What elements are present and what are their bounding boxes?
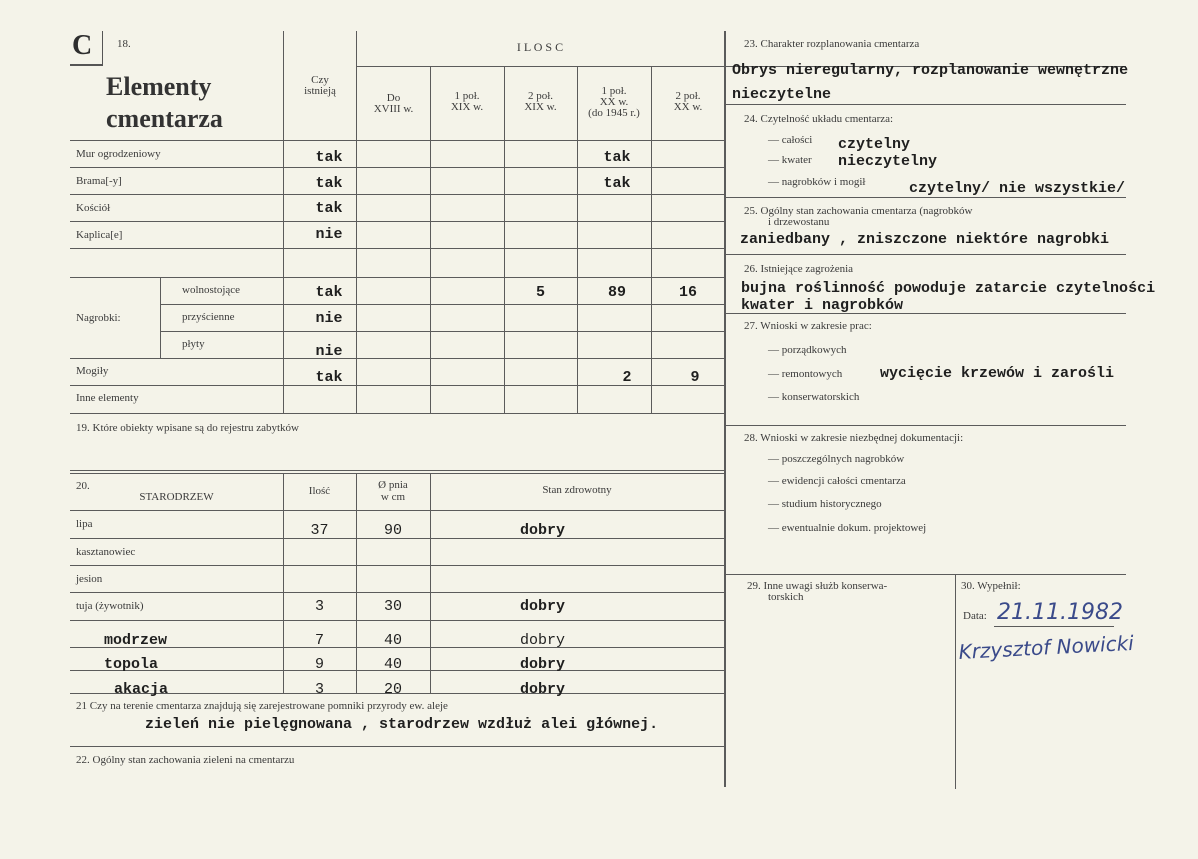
tree-count-lipa: 37 [310,522,329,539]
period4-wolnostojace: 89 [607,284,626,301]
period-1-b: XVIII w. [373,103,414,115]
tree-size-lipa: 90 [383,522,402,539]
q29-label-2: torskich [768,591,804,603]
q30-signature: Krzysztof Nowicki [958,630,1135,664]
section-title-line2: cmentarza [106,104,223,133]
section-title-line1: Elementy [106,72,212,101]
q20-header-pnia: Ø pnia [378,479,408,491]
q21-label: 21 Czy na terenie cmentarza znajdują się zarejestrowane pomniki przyrody ew. aleje [76,700,448,712]
tree-size-tuja: 30 [383,598,402,615]
q27-konserwatorskich: — konserwatorskich [768,391,860,403]
element-label-plyty: płyty [182,338,205,350]
q22-label: 22. Ogólny stan zachowania zieleni na cmentarzu [76,754,295,766]
element-label-brama: Brama[-y] [76,175,122,187]
tree-count-tuja: 3 [314,598,324,615]
exists-mur: tak [315,149,343,166]
q24-kwater-value: nieczytelny [838,153,938,170]
period-1-a: Do [386,92,401,104]
tree-name-lipa: lipa [76,518,93,530]
q20-number: 20. [76,480,90,492]
period5-wolnostojace: 16 [678,284,697,301]
q29-label-1: 29. Inne uwagi służb konserwa- [747,580,888,592]
q28-item-1: — poszczególnych nagrobków [768,453,905,465]
q19-label: 19. Które obiekty wpisane są do rejestru zabytków [76,422,299,434]
tree-count-modrzew: 7 [314,632,324,649]
q25-answer: zaniedbany , zniszczone niektóre nagrobki [740,231,1110,248]
period-3-b: XIX w. [524,101,557,113]
q23-line1: Obrys nieregularny, rozplanowanie wewnętrzne [732,62,1129,79]
element-label-mogily: Mogiły [76,365,109,377]
period4-mogily: 2 [622,369,632,386]
nagrobki-label: Nagrobki: [76,312,121,324]
tree-name-akacja: akacja [114,681,169,698]
element-label-inne: Inne elementy [76,392,139,404]
q28-item-3: — studium historycznego [768,498,882,510]
tree-size-modrzew: 40 [383,632,402,649]
tree-name-topola: topola [104,656,159,673]
q20-header-ilosc: Ilość [308,485,331,497]
q28-item-2: — ewidencji całości cmentarza [768,475,906,487]
element-label-przyscienne: przyścienne [182,311,235,323]
tree-name-modrzew: modrzew [104,632,168,649]
section-number: 18. [117,38,131,50]
header-czy: Czy [311,74,329,86]
exists-brama: tak [315,175,343,192]
period-4-b: XX w. [599,96,629,108]
q28-label: 28. Wnioski w zakresie niezbędnej dokumentacji: [744,432,964,444]
element-label-wolnostojace: wolnostojące [182,284,241,296]
tree-state-topola: dobry [520,656,566,673]
q21-answer: zieleń nie pielęgnowana , starodrzew wzdłuż alei głównej. [145,716,659,733]
q24-label: 24. Czytelność układu cmentarza: [744,113,894,125]
q25-label-2: i drzewostanu [768,216,830,228]
exists-plyty: nie [315,343,343,360]
tree-state-modrzew: dobry [520,632,566,649]
header-ilosc: I L O S C [516,40,564,54]
tree-name-tuja: tuja (żywotnik) [76,600,144,612]
period-2-a: 1 poł. [454,90,480,102]
tree-state-akacja: dobry [520,681,566,698]
tree-count-akacja: 3 [314,681,324,698]
period-2-b: XIX w. [450,101,484,113]
tree-size-akacja: 20 [383,681,402,698]
tree-state-lipa: dobry [520,522,566,539]
tree-size-topola: 40 [383,656,402,673]
section-letter: C [72,30,93,61]
period4-brama: tak [603,175,631,192]
exists-przyscienne: nie [315,310,343,327]
tree-name-jesion: jesion [76,573,103,585]
period3-wolnostojace: 5 [535,284,545,301]
element-label-kosciol: Kościół [76,202,111,214]
exists-kaplica: nie [315,226,343,243]
exists-wolnostojace: tak [315,284,343,301]
q23-line2: nieczytelne [732,86,832,103]
period4-mur: tak [603,149,631,166]
q27-porzadkowych: — porządkowych [768,344,847,356]
period-5-a: 2 poł. [675,90,701,102]
q30-label: 30. Wypełnił: [961,580,1021,592]
element-label-mur: Mur ogrodzeniowy [76,148,161,160]
q30-date-label: Data: [963,610,987,622]
q27-remontowych-label: — remontowych [768,368,843,380]
element-label-kaplica: Kaplica[e] [76,229,123,241]
period5-mogily: 9 [690,369,700,386]
q24-calosci-value: czytelny [838,136,911,153]
q20-header-starodrzew: STARODRZEW [139,491,214,503]
q30-date: 21.11.1982 [997,600,1123,625]
period-3-a: 2 poł. [527,90,554,102]
q20-header-stan: Stan zdrowotny [542,484,612,496]
header-istnieja: istnieją [304,85,336,97]
tree-count-topola: 9 [314,656,324,673]
q26-line1: bujna roślinność powoduje zatarcie czytelności [741,280,1156,297]
q27-label: 27. Wnioski w zakresie prac: [744,320,872,332]
q24-kwater-label: — kwater [768,154,812,166]
q24-nagrobkow-label: — nagrobków i mogił [768,176,866,188]
period-4-c: (do 1945 r.) [588,107,640,119]
q26-label: 26. Istniejące zagrożenia [744,263,854,275]
q23-label: 23. Charakter rozplanowania cmentarza [744,38,920,50]
q20-header-wcm: w cm [380,491,406,503]
q26-line2: kwater i nagrobków [741,297,904,314]
q27-remontowych-value: wycięcie krzewów i zarośli [880,365,1115,382]
q25-label-1: 25. Ogólny stan zachowania cmentarza (nagrobków [744,205,973,217]
period-5-b: XX w. [673,101,703,113]
exists-kosciol: tak [315,200,343,217]
exists-mogily: tak [315,369,343,386]
q24-nagrobkow-value: czytelny/ nie wszystkie/ [909,180,1126,197]
q24-calosci-label: — całości [768,134,813,146]
period-4-a: 1 poł. [601,85,627,97]
tree-state-tuja: dobry [520,598,566,615]
q28-item-4: — ewentualnie dokum. projektowej [768,522,927,534]
tree-name-kasztanowiec: kasztanowiec [76,546,136,558]
